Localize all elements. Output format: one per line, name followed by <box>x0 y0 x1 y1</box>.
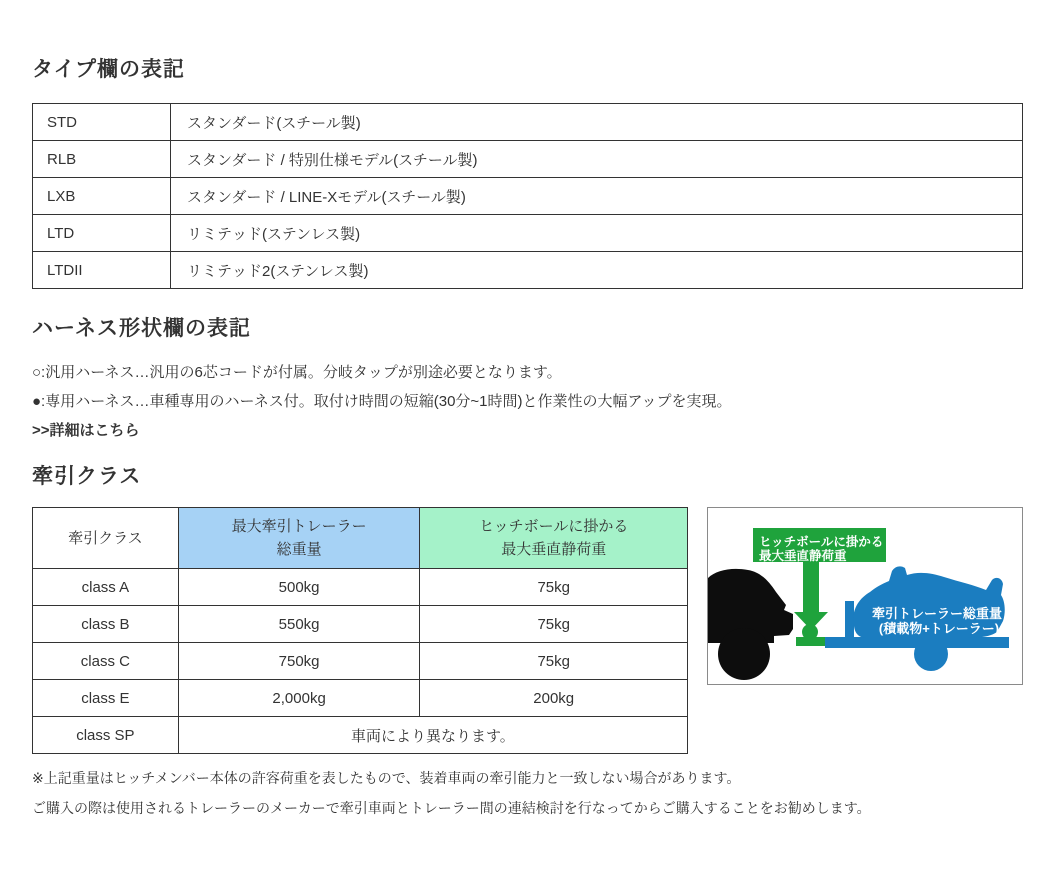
header-line: ヒッチボールに掛かる <box>479 518 629 535</box>
table-row <box>33 141 1023 178</box>
footnote-purchase-advice: ご購入の際は使用されるトレーラーのメーカーで牽引車両とトレーラー間の連結検討を行なってからご購入することをお勧めします。 <box>32 800 871 816</box>
footnote-capacity: ※上記重量はヒッチメンバー本体の許容荷重を表したもので、装着車両の牽引能力と一致しない場合があります。 <box>32 770 741 786</box>
trailer-weight-label-line1: 牽引トレーラー総重量 <box>871 606 1003 621</box>
harness-line-generic: ○:汎用ハーネス…汎用の6芯コードが付属。分岐タップが別途必要となります。 <box>32 364 562 381</box>
type-code-cell: LTDII <box>33 252 171 289</box>
harness-line-dedicated: ●:専用ハーネス…車種専用のハーネス付。取付け時間の短縮(30分~1時間)と作業性の大幅アップを実現。 <box>32 393 732 410</box>
vertical-load-label-line2: 最大垂直静荷重 <box>759 549 847 563</box>
table-row <box>33 643 688 680</box>
load-cell: 75kg <box>420 643 688 680</box>
hitch-drawbar <box>796 637 826 646</box>
load-cell: 75kg <box>420 569 688 606</box>
type-desc-cell: スタンダード / 特別仕様モデル(スチール製) <box>171 141 1023 178</box>
type-code-cell: STD <box>33 104 171 141</box>
towing-section-heading: 牽引クラス <box>32 465 142 488</box>
towing-row <box>32 507 1023 754</box>
header-max-trailer-weight <box>178 508 420 569</box>
class-cell: class B <box>33 606 179 643</box>
header-max-vertical-load <box>420 508 688 569</box>
type-code-cell: RLB <box>33 141 171 178</box>
towing-illustration-svg <box>708 508 1022 684</box>
table-row <box>33 104 1023 141</box>
sp-note-cell: 車両により異なります。 <box>178 717 687 754</box>
table-row <box>33 606 688 643</box>
type-code-cell: LXB <box>33 178 171 215</box>
type-desc-cell: リミテッド(ステンレス製) <box>171 215 1023 252</box>
type-desc-cell: スタンダード(スチール製) <box>171 104 1023 141</box>
type-desc-cell: スタンダード / LINE-Xモデル(スチール製) <box>171 178 1023 215</box>
header-line: 最大牽引トレーラー <box>231 518 367 535</box>
harness-lines <box>32 358 1023 444</box>
down-arrow-shaft <box>803 562 819 612</box>
header-line: 最大垂直静荷重 <box>501 541 607 558</box>
type-section-heading: タイプ欄の表記 <box>32 58 185 81</box>
footnotes <box>32 763 1023 823</box>
table-row <box>33 680 688 717</box>
towing-class-table <box>32 507 688 754</box>
table-header-row <box>33 508 688 569</box>
weight-cell: 550kg <box>178 606 420 643</box>
car-silhouette <box>708 569 793 680</box>
trailer-post <box>845 601 854 639</box>
class-cell: class A <box>33 569 179 606</box>
weight-cell: 750kg <box>178 643 420 680</box>
towing-illustration <box>707 507 1023 685</box>
load-cell: 200kg <box>420 680 688 717</box>
header-line: 総重量 <box>276 541 322 558</box>
trailer-weight-label-line2: (積載物+トレーラー) <box>878 621 1000 636</box>
vertical-load-label-line1: ヒッチボールに掛かる <box>759 535 884 549</box>
table-row <box>33 215 1023 252</box>
type-table <box>32 103 1023 289</box>
header-towing-class: 牽引クラス <box>33 508 179 569</box>
table-row <box>33 252 1023 289</box>
class-cell: class E <box>33 680 179 717</box>
class-cell: class SP <box>33 717 179 754</box>
class-cell: class C <box>33 643 179 680</box>
type-code-cell: LTD <box>33 215 171 252</box>
type-desc-cell: リミテッド2(ステンレス製) <box>171 252 1023 289</box>
harness-section-heading: ハーネス形状欄の表記 <box>32 317 251 340</box>
detail-link[interactable]: >>詳細はこちら <box>32 422 140 439</box>
weight-cell: 2,000kg <box>178 680 420 717</box>
weight-cell: 500kg <box>178 569 420 606</box>
load-cell: 75kg <box>420 606 688 643</box>
table-row <box>33 717 688 754</box>
table-row <box>33 569 688 606</box>
table-row <box>33 178 1023 215</box>
